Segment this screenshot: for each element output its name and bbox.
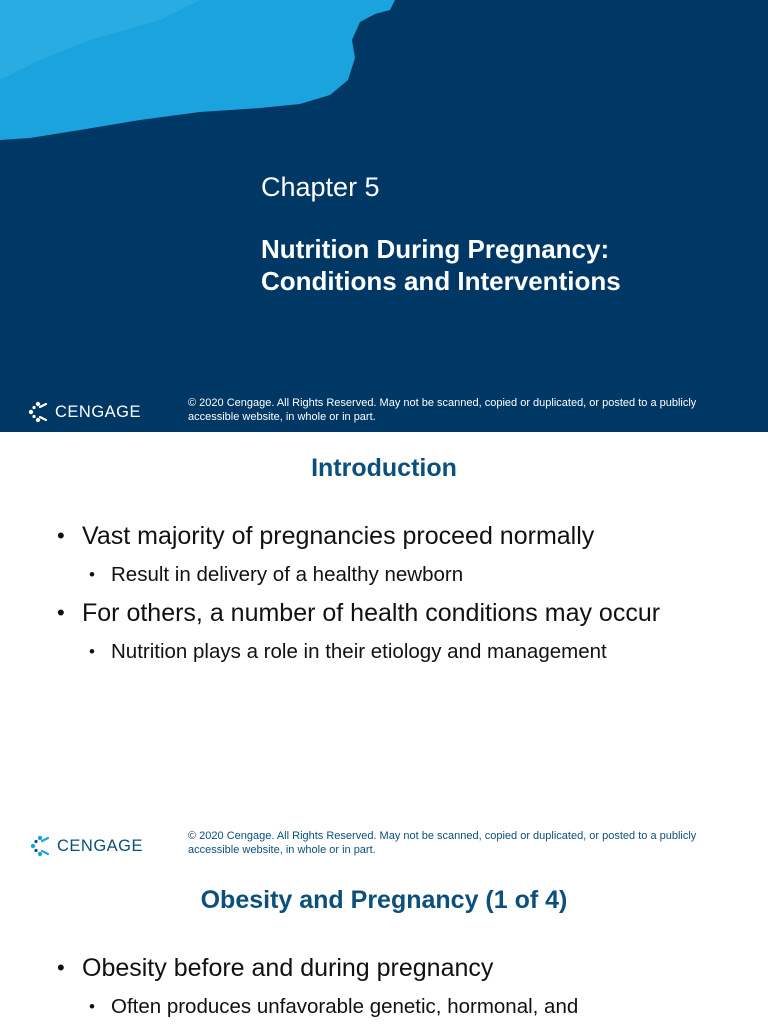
- bullet-item: • Obesity before and during pregnancy: [0, 949, 768, 987]
- bullet-item: • For others, a number of health conditions may occur: [0, 594, 768, 632]
- cengage-logo-text: CENGAGE: [57, 836, 144, 855]
- sub-bullet-item: • Nutrition plays a role in their etiology and management: [0, 632, 768, 671]
- title-slide: [0, 0, 768, 432]
- sub-bullet-item: • Often produces unfavorable genetic, hormonal, and: [0, 987, 768, 1024]
- cengage-logo-text: CENGAGE: [55, 402, 142, 421]
- copyright-notice: © 2020 Cengage. All Rights Reserved. May not be scanned, copied or duplicated, or posted to a publicly accessible website, in whole or in part.: [188, 397, 697, 423]
- chapter-label: Chapter 5: [261, 172, 380, 202]
- cengage-mark-icon: [28, 834, 52, 858]
- cengage-logo: [26, 400, 141, 424]
- cengage-mark-icon: [26, 400, 50, 424]
- bullet-list: [0, 949, 768, 1024]
- slide-heading: Obesity and Pregnancy (1 of 4): [200, 886, 568, 914]
- obesity-slide: [0, 864, 768, 1024]
- title-line-2: Conditions and Interventions: [261, 266, 621, 296]
- slide-title: [261, 233, 761, 297]
- blue-splash-graphic: [0, 0, 400, 150]
- title-line-1: Nutrition During Pregnancy:: [261, 234, 610, 264]
- copyright-notice: © 2020 Cengage. All Rights Reserved. May not be scanned, copied or duplicated, or posted to a publicly accessible website, in whole or in part.: [188, 830, 697, 856]
- cengage-logo: [28, 834, 143, 858]
- sub-bullet-item: • Result in delivery of a healthy newborn: [0, 555, 768, 594]
- bullet-item: • Vast majority of pregnancies proceed normally: [0, 517, 768, 555]
- slide-heading: Introduction: [311, 454, 457, 482]
- bullet-list: [0, 517, 768, 671]
- introduction-slide: [0, 432, 768, 864]
